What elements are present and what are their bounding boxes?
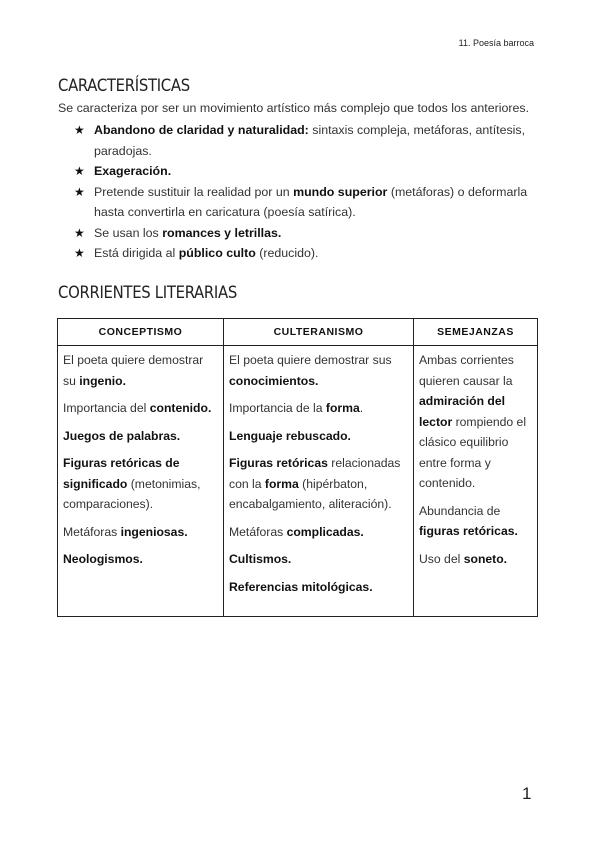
- bullet-bold: Exageración.: [94, 164, 172, 178]
- table-row: [58, 346, 538, 617]
- table-header-row: [58, 319, 538, 346]
- bullet-text: Se usan los: [94, 225, 163, 240]
- star-bullet-icon: ★: [74, 123, 85, 137]
- cell-item: El poeta quiere demostrar su ingenio.: [63, 353, 204, 388]
- comparison-table: [57, 318, 538, 617]
- star-bullet-icon: ★: [74, 164, 85, 178]
- conceptismo-cell: [58, 346, 224, 617]
- list-item: [74, 223, 554, 244]
- culteranismo-cell: [224, 346, 414, 617]
- bullet-text: (reducido).: [255, 246, 319, 260]
- list-item: [74, 120, 554, 161]
- list-item: [74, 161, 554, 182]
- header-conceptismo: CONCEPTISMO: [58, 319, 224, 346]
- section-title-caracteristicas: CARACTERÍSTICAS: [58, 76, 190, 95]
- chapter-reference: 11. Poesía barroca: [458, 38, 534, 48]
- cell-item: Metáforas complicadas.: [229, 524, 364, 539]
- bullet-bold: romances y letrillas.: [162, 225, 282, 240]
- cell-item: Figuras retóricas de significado (metonimias, comparaciones).: [63, 456, 201, 511]
- star-bullet-icon: ★: [74, 225, 85, 240]
- cell-item: Neologismos.: [63, 552, 143, 566]
- star-bullet-icon: ★: [74, 246, 85, 260]
- cell-item: Abundancia de figuras retóricas.: [419, 503, 518, 538]
- header-semejanzas: SEMEJANZAS: [414, 319, 538, 346]
- bullet-bold: Abandono de claridad y naturalidad:: [94, 123, 309, 137]
- bullet-bold: público culto: [178, 246, 256, 260]
- header-culteranismo: CULTERANISMO: [224, 319, 414, 346]
- list-item: [74, 243, 554, 264]
- bullet-bold: mundo superior: [293, 184, 388, 199]
- cell-item: Referencias mitológicas.: [229, 579, 373, 594]
- cell-item: Lenguaje rebuscado.: [229, 428, 351, 443]
- cell-item: El poeta quiere demostrar sus conocimientos.: [229, 353, 392, 388]
- cell-item: Figuras retóricas relacionadas con la forma (hipérbaton, encabalgamiento, aliteración).: [229, 456, 401, 511]
- cell-item: Importancia del contenido.: [63, 401, 212, 415]
- bullet-text: Pretende sustituir la realidad por un: [94, 184, 294, 199]
- semejanzas-cell: [414, 346, 538, 617]
- intro-paragraph: Se caracteriza por ser un movimiento artístico más complejo que todos los anteriores.: [58, 101, 530, 115]
- star-bullet-icon: ★: [74, 184, 85, 199]
- characteristics-list: [74, 120, 554, 264]
- cell-item: Importancia de la forma.: [229, 401, 364, 415]
- cell-item: Ambas corrientes quieren causar la admiración del lector rompiendo el clásico equilibrio entre forma y contenido.: [419, 353, 527, 490]
- list-item: [74, 182, 554, 223]
- bullet-text: Está dirigida al: [94, 246, 179, 260]
- cell-item: Metáforas ingeniosas.: [63, 524, 188, 539]
- cell-item: Uso del soneto.: [419, 551, 508, 566]
- bullet-text: sintaxis compleja, metáforas, antítesis, paradojas.: [94, 123, 526, 158]
- cell-item: Cultismos.: [229, 552, 292, 566]
- page-number: 1: [522, 784, 532, 803]
- section-title-corrientes: CORRIENTES LITERARIAS: [58, 283, 237, 302]
- cell-item: Juegos de palabras.: [63, 428, 181, 443]
- bullet-text: (metáforas) o deformarla hasta convertirla en caricatura (poesía satírica).: [94, 184, 528, 219]
